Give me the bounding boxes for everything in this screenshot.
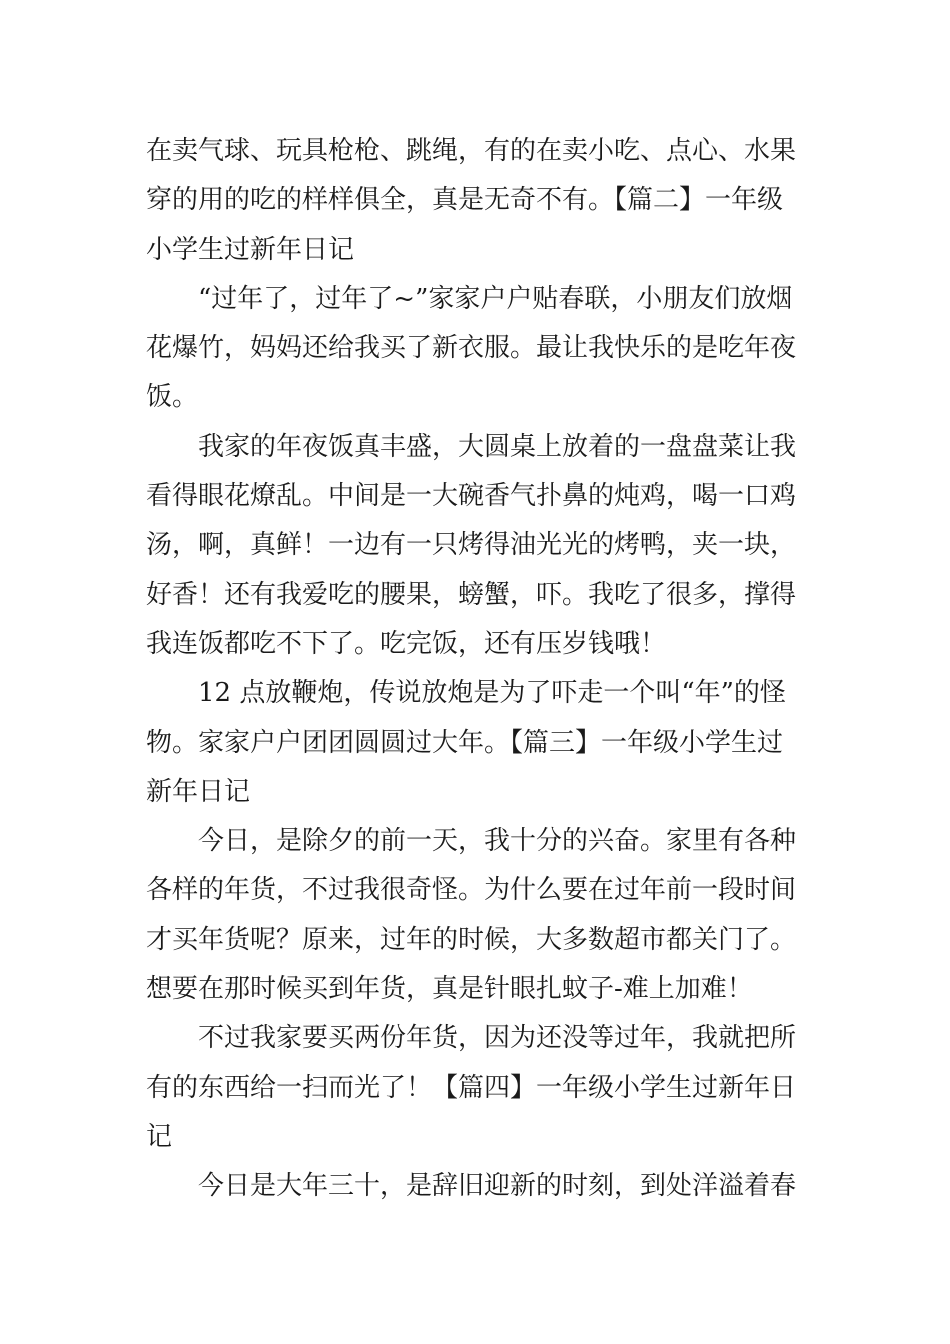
text-line: 不过我家要买两份年货，因为还没等过年，我就把所 [198, 1023, 797, 1054]
text-line: 花爆竹，妈妈还给我买了新衣服。最让我快乐的是吃年夜 [146, 333, 797, 364]
text-line: 今日是大年三十，是辞旧迎新的时刻，到处洋溢着春 [198, 1171, 797, 1202]
paragraph-7 [146, 1162, 808, 1211]
text-line: 我连饭都吃不下了。吃完饭，还有压岁钱哦！ [146, 628, 667, 659]
text-line: 有的东西给一扫而光了！【篇四】一年级小学生过新年日 [146, 1072, 797, 1103]
text-line: 看得眼花燎乱。中间是一大碗香气扑鼻的炖鸡，喝一口鸡 [146, 481, 797, 512]
text-line: 穿的用的吃的样样俱全，真是无奇不有。【篇二】一年级 [146, 185, 784, 216]
text-line: 各样的年货，不过我很奇怪。为什么要在过年前一段时间 [146, 875, 797, 906]
paragraph-5 [146, 817, 808, 1014]
text-line: 在卖气球、玩具枪枪、跳绳，有的在卖小吃、点心、水果 [146, 136, 797, 166]
text-line: 好香！还有我爱吃的腰果，螃蟹，吓。我吃了很多，撑得 [146, 579, 797, 610]
document-body [146, 127, 808, 1212]
paragraph-2 [146, 275, 808, 423]
text-line: “过年了，过年了~”家家户户贴春联，小朋友们放烟 [198, 283, 793, 314]
text-line: 物。家家户户团团圆圆过大年。【篇三】一年级小学生过 [146, 727, 784, 758]
text-line: 汤，啊，真鲜！一边有一只烤得油光光的烤鸭，夹一块， [146, 530, 797, 561]
paragraph-1 [146, 127, 808, 275]
text-line: 12 点放鞭炮，传说放炮是为了吓走一个叫“年”的怪 [198, 678, 786, 709]
text-line: 才买年货呢？原来，过年的时候，大多数超市都关门了。 [146, 924, 797, 955]
text-line: 记 [146, 1121, 173, 1152]
text-line: 饭。 [146, 382, 199, 413]
paragraph-3 [146, 423, 808, 669]
paragraph-6 [146, 1014, 808, 1162]
text-line: 小学生过新年日记 [146, 234, 355, 265]
text-line: 我家的年夜饭真丰盛，大圆桌上放着的一盘盘菜让我 [198, 431, 797, 462]
paragraph-4 [146, 669, 808, 817]
text-line: 今日，是除夕的前一天，我十分的兴奋。家里有各种 [198, 826, 797, 857]
text-line: 新年日记 [146, 776, 251, 807]
text-line: 想要在那时候买到年货，真是针眼扎蚊子-难上加难！ [146, 974, 753, 1005]
